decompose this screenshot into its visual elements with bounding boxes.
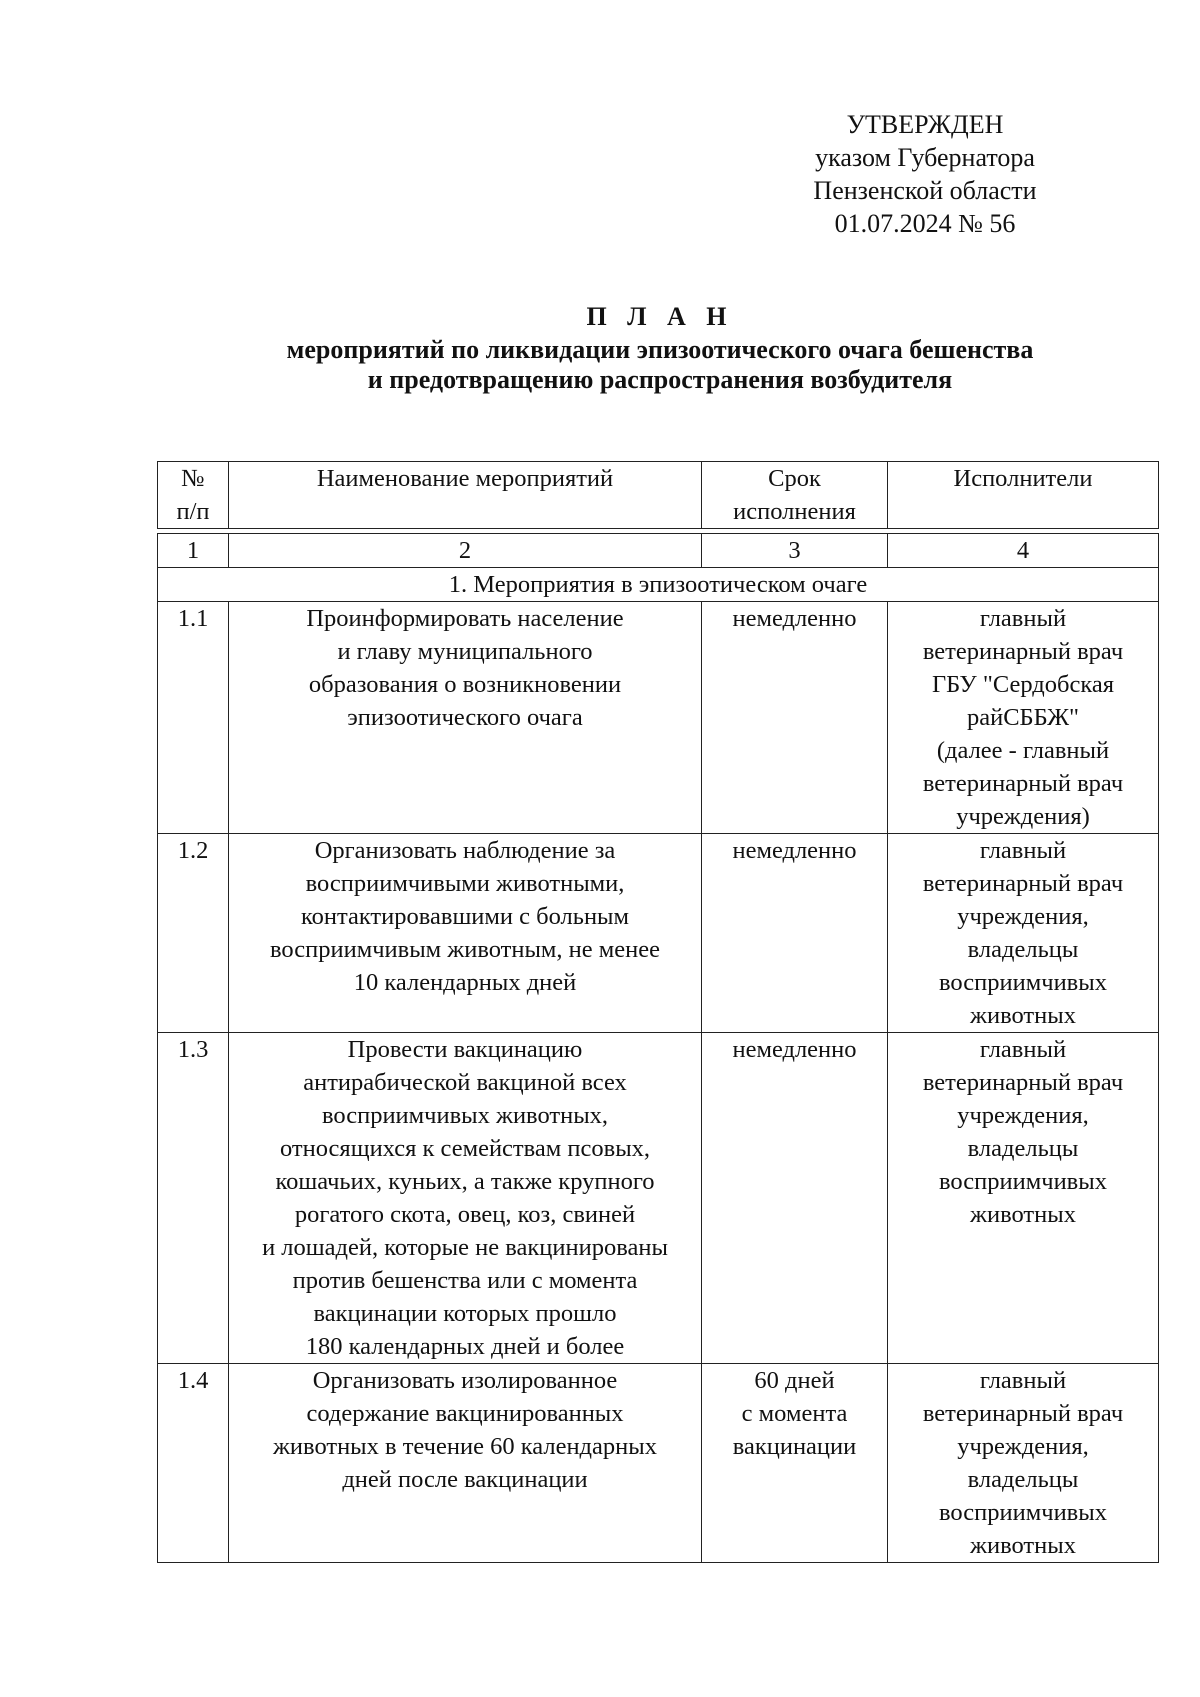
activity-line: против бешенства или с момента	[292, 1267, 638, 1294]
executor-line: восприимчивых	[939, 1499, 1107, 1526]
row-executors	[888, 834, 1159, 1033]
approval-date-number: 01.07.2024 № 56	[834, 209, 1016, 238]
activity-line: антирабической вакциной всех	[303, 1069, 627, 1096]
term-line: 60 дней	[754, 1367, 835, 1394]
executor-line: владельцы	[967, 936, 1079, 963]
title-line-1: мероприятий по ликвидации эпизоотического очага бешенства	[286, 335, 1034, 364]
row-term	[702, 1033, 888, 1364]
activity-line: восприимчивым животным, не менее	[269, 936, 661, 963]
approval-status: УТВЕРЖДЕН	[846, 110, 1004, 139]
activity-line: дней после вакцинации	[342, 1466, 588, 1493]
term-line: вакцинации	[732, 1433, 857, 1460]
activity-line: содержание вакцинированных	[306, 1400, 624, 1427]
column-number: 2	[229, 534, 702, 568]
activity-line: эпизоотического очага	[347, 704, 583, 731]
row-term	[702, 834, 888, 1033]
executor-line: учреждения,	[957, 1102, 1089, 1129]
executor-line: ГБУ "Сердобская	[931, 671, 1114, 698]
activity-line: 10 календарных дней	[353, 969, 577, 996]
activity-line: и лошадей, которые не вакцинированы	[262, 1234, 668, 1261]
activity-line: контактировавшими с больным	[300, 903, 630, 930]
title-word: П Л А Н	[586, 302, 734, 331]
document-title	[160, 302, 1160, 395]
table-header-row	[158, 462, 1159, 529]
activity-line: образования о возникновении	[308, 671, 622, 698]
row-executors	[888, 1033, 1159, 1364]
column-number: 1	[158, 534, 229, 568]
executor-line: учреждения,	[957, 903, 1089, 930]
row-number: 1.3	[158, 1033, 229, 1364]
row-term	[702, 1364, 888, 1563]
activity-line: Организовать наблюдение за	[314, 837, 616, 864]
activity-line: животных в течение 60 календарных	[273, 1433, 657, 1460]
executor-line: ветеринарный врач	[922, 1069, 1124, 1096]
row-number: 1.2	[158, 834, 229, 1033]
activity-line: восприимчивых животных,	[321, 1102, 609, 1129]
term-line: с момента	[741, 1400, 848, 1427]
row-activity	[229, 1364, 702, 1563]
activity-line: 180 календарных дней и более	[305, 1333, 625, 1360]
executor-line: ветеринарный врач	[922, 870, 1124, 897]
executor-line: восприимчивых	[939, 1168, 1107, 1195]
executor-line: ветеринарный врач	[922, 1400, 1124, 1427]
executor-line: владельцы	[967, 1135, 1079, 1162]
approval-region: Пензенской области	[813, 176, 1037, 205]
header-number-line: №	[181, 465, 205, 492]
table-row	[158, 834, 1159, 1033]
row-executors	[888, 602, 1159, 834]
executor-line: главный	[979, 605, 1067, 632]
executor-line: животных	[970, 1532, 1076, 1559]
header-number	[158, 462, 229, 529]
executor-line: ветеринарный врач	[922, 638, 1124, 665]
header-name	[229, 462, 702, 529]
header-term	[702, 462, 888, 529]
column-number-row	[158, 534, 1159, 568]
executor-line: учреждения,	[957, 1433, 1089, 1460]
row-activity	[229, 1033, 702, 1364]
header-number-line: п/п	[176, 498, 210, 525]
row-term	[702, 602, 888, 834]
executor-line: райСББЖ"	[966, 704, 1080, 731]
activity-line: кошачьих, куньих, а также крупного	[275, 1168, 655, 1195]
title-line-2: и предотвращению распространения возбудителя	[367, 365, 953, 394]
executor-line: (далее - главный	[936, 737, 1110, 764]
executor-line: учреждения)	[956, 803, 1090, 830]
section-row	[158, 568, 1159, 602]
activity-line: Организовать изолированное	[312, 1367, 618, 1394]
executor-line: главный	[979, 837, 1067, 864]
header-name-line: Наименование мероприятий	[316, 465, 614, 492]
activity-line: вакцинации которых прошло	[313, 1300, 617, 1327]
executor-line: животных	[970, 1201, 1076, 1228]
activity-line: Проинформировать население	[306, 605, 624, 632]
column-number: 3	[702, 534, 888, 568]
executor-line: главный	[979, 1367, 1067, 1394]
activity-line: относящихся к семействам псовых,	[279, 1135, 651, 1162]
executor-line: главный	[979, 1036, 1067, 1063]
activity-line: Провести вакцинацию	[347, 1036, 583, 1063]
header-term-line: исполнения	[733, 498, 856, 525]
executor-line: владельцы	[967, 1466, 1079, 1493]
header-executors-line: Исполнители	[953, 465, 1093, 492]
plan-table	[157, 461, 1159, 1563]
row-number: 1.1	[158, 602, 229, 834]
activity-line: и главу муниципального	[337, 638, 593, 665]
term-line: немедленно	[732, 1036, 857, 1063]
table-row	[158, 602, 1159, 834]
approval-decree: указом Губернатора	[815, 143, 1035, 172]
column-number: 4	[888, 534, 1159, 568]
term-line: немедленно	[732, 837, 857, 864]
header-term-line: Срок	[768, 465, 821, 492]
executor-line: ветеринарный врач	[922, 770, 1124, 797]
row-executors	[888, 1364, 1159, 1563]
row-activity	[229, 602, 702, 834]
table-row	[158, 1033, 1159, 1364]
term-line: немедленно	[732, 605, 857, 632]
executor-line: животных	[970, 1002, 1076, 1029]
activity-line: рогатого скота, овец, коз, свиней	[294, 1201, 636, 1228]
table-row	[158, 1364, 1159, 1563]
header-executors	[888, 462, 1159, 529]
section-title: 1. Мероприятия в эпизоотическом очаге	[158, 568, 1159, 602]
activity-line: восприимчивыми животными,	[305, 870, 625, 897]
row-activity	[229, 834, 702, 1033]
executor-line: восприимчивых	[939, 969, 1107, 996]
row-number: 1.4	[158, 1364, 229, 1563]
approval-block	[780, 108, 1070, 240]
